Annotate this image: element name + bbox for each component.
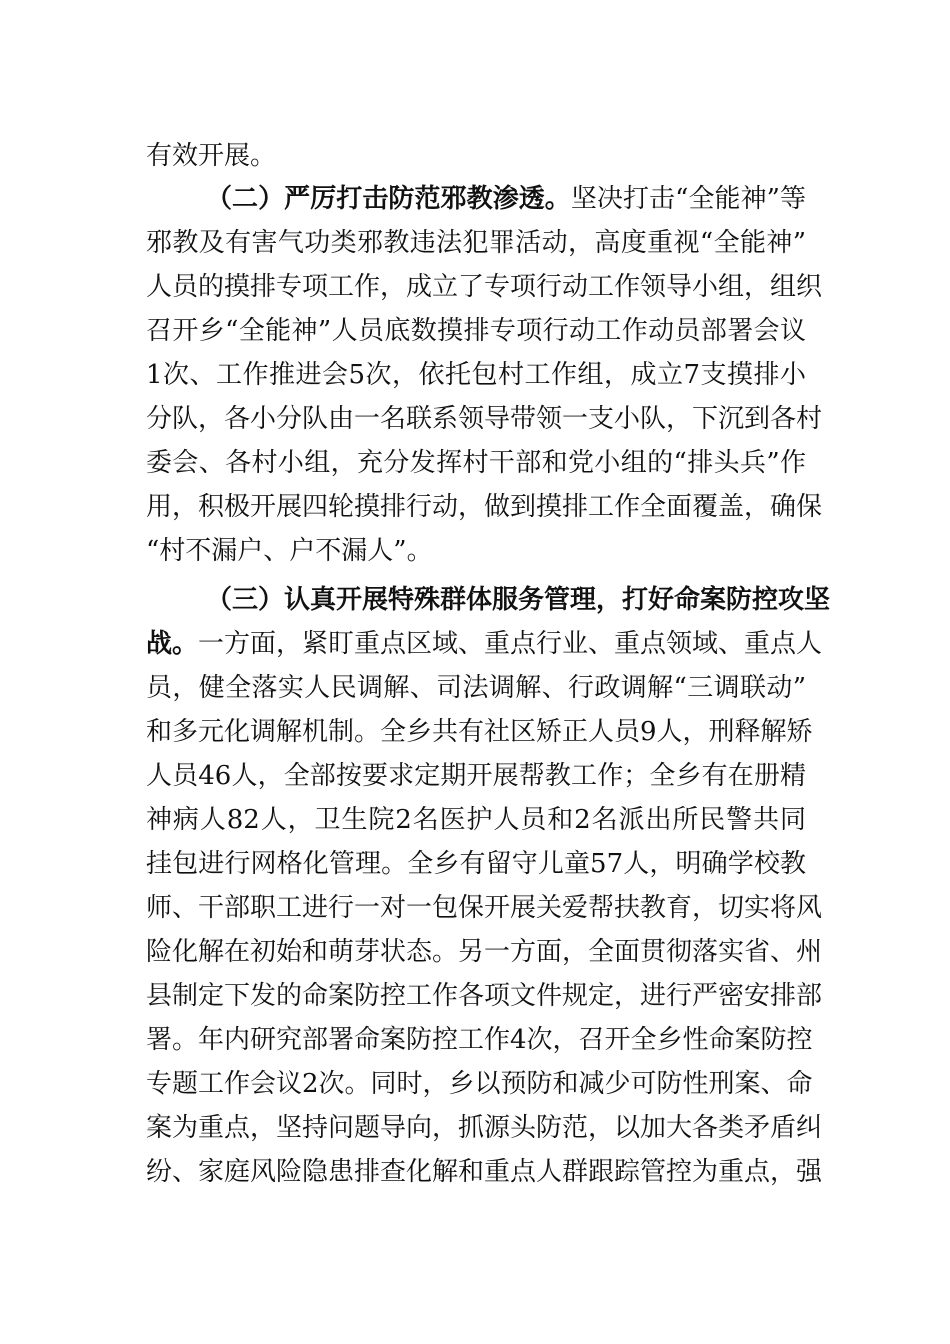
section-heading-line — [206, 179, 806, 219]
paragraph-line: 师、干部职工进行一对一包保开展关爱帮扶教育，切实将风 — [146, 893, 823, 923]
section-heading: （三）认真开展特殊群体服务管理，打好命案防控攻坚 — [206, 585, 831, 615]
paragraph-line: 员，健全落实人民调解、司法调解、行政调解“三调联动” — [146, 673, 806, 703]
paragraph-text: 一方面，紧盯重点区域、重点行业、重点领域、重点人 — [198, 629, 823, 659]
section-heading-end: 战。 — [146, 629, 199, 659]
paragraph-line: 邪教及有害气功类邪教违法犯罪活动，高度重视“全能神” — [146, 228, 806, 258]
section-heading: （二）严厉打击防范邪教渗透。 — [206, 184, 571, 214]
paragraph-line: 分队，各小分队由一名联系领导带领一支小队，下沉到各村 — [146, 404, 823, 434]
paragraph-line: 神病人82人，卫生院2名医护人员和2名派出所民警共同 — [146, 805, 806, 835]
paragraph-line: 挂包进行网格化管理。全乡有留守儿童57人，明确学校教 — [146, 849, 806, 879]
paragraph-line: 案为重点，坚持问题导向，抓源头防范，以加大各类矛盾纠 — [146, 1113, 823, 1143]
paragraph-line: 署。年内研究部署命案防控工作4次，召开全乡性命案防控 — [146, 1025, 813, 1055]
paragraph-line: 和多元化调解机制。全乡共有社区矫正人员9人，刑释解矫 — [146, 717, 813, 747]
paragraph-line: 用，积极开展四轮摸排行动，做到摸排工作全面覆盖，确保 — [146, 492, 823, 522]
paragraph-line: 1次、工作推进会5次，依托包村工作组，成立7支摸排小 — [146, 360, 806, 390]
paragraph-text: 坚决打击“全能神”等 — [570, 184, 806, 214]
paragraph-line: 纷、家庭风险隐患排查化解和重点人群跟踪管控为重点，强 — [146, 1157, 823, 1187]
paragraph-line: 委会、各村小组，充分发挥村干部和党小组的“排头兵”作 — [146, 448, 806, 478]
paragraph-line: 人员的摸排专项工作，成立了专项行动工作领导小组，组织 — [146, 272, 823, 302]
paragraph-line: 召开乡“全能神”人员底数摸排专项行动工作动员部署会议 — [146, 316, 806, 346]
paragraph-line: 专题工作会议2次。同时，乡以预防和减少可防性刑案、命 — [146, 1069, 813, 1099]
paragraph-line: 险化解在初始和萌芽状态。另一方面，全面贯彻落实省、州 — [146, 937, 823, 967]
paragraph-line: 县制定下发的命案防控工作各项文件规定，进行严密安排部 — [146, 981, 823, 1011]
paragraph-line: “村不漏户、户不漏人”。 — [146, 536, 433, 566]
section-heading-line — [146, 624, 823, 664]
paragraph-line: 有效开展。 — [146, 141, 277, 171]
paragraph-line: 人员46人，全部按要求定期开展帮教工作；全乡有在册精 — [146, 761, 806, 791]
